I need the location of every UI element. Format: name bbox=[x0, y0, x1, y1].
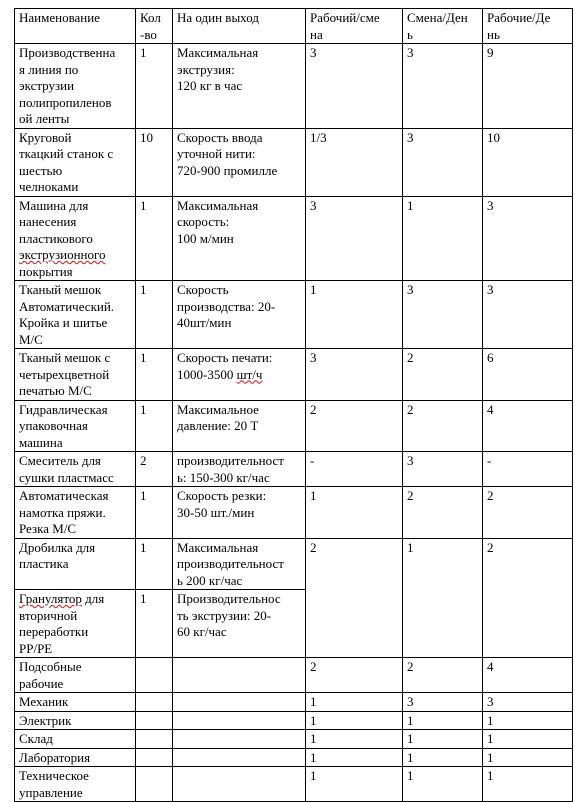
cell-per-output: Максимальная производительност ь 200 кг/час bbox=[173, 538, 306, 590]
cell-qty bbox=[136, 748, 173, 767]
cell-workers-per-shift: 2 bbox=[306, 400, 403, 452]
cell-per-output bbox=[173, 711, 306, 730]
table-row bbox=[15, 730, 573, 749]
header-cell-per-output: На один выход bbox=[173, 9, 306, 44]
table-row bbox=[15, 487, 573, 539]
cell-workers-per-day: - bbox=[483, 452, 573, 487]
cell-name: Дробилка для пластика bbox=[15, 538, 136, 590]
cell-per-output: Максимальная скорость: 100 м/мин bbox=[173, 196, 306, 281]
cell-shifts-per-day: 2 bbox=[403, 658, 483, 693]
cell-qty: 1 bbox=[136, 487, 173, 539]
header-cell-workers-per-day: Рабочие/Де нь bbox=[483, 9, 573, 44]
cell-workers-per-shift: 3 bbox=[306, 44, 403, 129]
header-cell-shifts-per-day: Смена/Ден ь bbox=[403, 9, 483, 44]
cell-qty: 2 bbox=[136, 452, 173, 487]
cell-workers-per-shift: 3 bbox=[306, 349, 403, 401]
cell-per-output: Максимальная экструзия: 120 кг в час bbox=[173, 44, 306, 129]
cell-qty: 1 bbox=[136, 349, 173, 401]
cell-workers-per-day: 3 bbox=[483, 281, 573, 349]
cell-workers-per-shift: 1 bbox=[306, 730, 403, 749]
header-cell-name: Наименование bbox=[15, 9, 136, 44]
cell-workers-per-day: 1 bbox=[483, 767, 573, 802]
cell-shifts-per-day: 2 bbox=[403, 400, 483, 452]
cell-name: Техническое управление bbox=[15, 767, 136, 802]
cell-name: Гидравлическая упаковочная машина bbox=[15, 400, 136, 452]
table-row bbox=[15, 711, 573, 730]
cell-name: Электрик bbox=[15, 711, 136, 730]
cell-workers-per-day: 4 bbox=[483, 400, 573, 452]
cell-per-output: Скорость резки: 30-50 шт./мин bbox=[173, 487, 306, 539]
equipment-staffing-table bbox=[14, 8, 573, 802]
cell-workers-per-day: 2 bbox=[483, 538, 573, 658]
cell-workers-per-shift: 1/3 bbox=[306, 128, 403, 196]
cell-name: Круговой ткацкий станок с шестью челноками bbox=[15, 128, 136, 196]
cell-qty: 1 bbox=[136, 538, 173, 590]
cell-qty bbox=[136, 711, 173, 730]
cell-name: Автоматическая намотка пряжи. Резка М/С bbox=[15, 487, 136, 539]
cell-qty: 1 bbox=[136, 590, 173, 658]
cell-workers-per-day: 9 bbox=[483, 44, 573, 129]
table-row bbox=[15, 281, 573, 349]
cell-qty: 1 bbox=[136, 281, 173, 349]
cell-per-output bbox=[173, 748, 306, 767]
cell-per-output: Производительнос ть экструзии: 20- 60 кг/час bbox=[173, 590, 306, 658]
cell-workers-per-shift: 2 bbox=[306, 658, 403, 693]
cell-per-output bbox=[173, 693, 306, 712]
table-row bbox=[15, 400, 573, 452]
table-header-row bbox=[15, 9, 573, 44]
cell-shifts-per-day: 3 bbox=[403, 128, 483, 196]
cell-shifts-per-day: 1 bbox=[403, 748, 483, 767]
cell-name: Механик bbox=[15, 693, 136, 712]
cell-per-output: Скорость производства: 20- 40шт/мин bbox=[173, 281, 306, 349]
cell-shifts-per-day: 3 bbox=[403, 452, 483, 487]
cell-per-output bbox=[173, 658, 306, 693]
table-row bbox=[15, 44, 573, 129]
table-row bbox=[15, 767, 573, 802]
cell-qty: 1 bbox=[136, 400, 173, 452]
header-cell-qty: Кол -во bbox=[136, 9, 173, 44]
cell-qty: 1 bbox=[136, 196, 173, 281]
cell-workers-per-day: 4 bbox=[483, 658, 573, 693]
cell-workers-per-shift: 1 bbox=[306, 487, 403, 539]
table-row bbox=[15, 349, 573, 401]
cell-qty: 1 bbox=[136, 44, 173, 129]
cell-workers-per-day: 1 bbox=[483, 748, 573, 767]
header-cell-workers-per-shift: Рабочий/сме на bbox=[306, 9, 403, 44]
cell-shifts-per-day: 3 bbox=[403, 281, 483, 349]
table-row bbox=[15, 658, 573, 693]
table-row bbox=[15, 452, 573, 487]
cell-shifts-per-day: 1 bbox=[403, 730, 483, 749]
table-row bbox=[15, 693, 573, 712]
cell-name: Машина для нанесения пластикового экструзионного покрытия bbox=[15, 196, 136, 281]
cell-name: Подсобные рабочие bbox=[15, 658, 136, 693]
cell-shifts-per-day: 1 bbox=[403, 196, 483, 281]
cell-workers-per-shift: 1 bbox=[306, 693, 403, 712]
cell-workers-per-shift: 3 bbox=[306, 196, 403, 281]
cell-workers-per-shift: 1 bbox=[306, 767, 403, 802]
cell-name: Производственна я линия по экструзии полипропиленов ой ленты bbox=[15, 44, 136, 129]
cell-name: Гранулятор для вторичной переработки PP/PE bbox=[15, 590, 136, 658]
cell-workers-per-day: 10 bbox=[483, 128, 573, 196]
cell-workers-per-day: 1 bbox=[483, 730, 573, 749]
table-row bbox=[15, 128, 573, 196]
cell-name: Склад bbox=[15, 730, 136, 749]
cell-per-output: производительност ь: 150-300 кг/час bbox=[173, 452, 306, 487]
cell-qty bbox=[136, 767, 173, 802]
cell-workers-per-shift: 2 bbox=[306, 538, 403, 658]
cell-name: Смеситель для сушки пластмасс bbox=[15, 452, 136, 487]
cell-shifts-per-day: 3 bbox=[403, 693, 483, 712]
cell-name: Тканый мешок Автоматический. Кройка и шитье М/С bbox=[15, 281, 136, 349]
cell-workers-per-shift: 1 bbox=[306, 748, 403, 767]
cell-name: Лаборатория bbox=[15, 748, 136, 767]
cell-shifts-per-day: 1 bbox=[403, 767, 483, 802]
cell-workers-per-day: 6 bbox=[483, 349, 573, 401]
cell-qty bbox=[136, 658, 173, 693]
cell-per-output bbox=[173, 730, 306, 749]
table-row bbox=[15, 748, 573, 767]
cell-qty: 10 bbox=[136, 128, 173, 196]
cell-per-output: Скорость ввода уточной нити: 720-900 промилле bbox=[173, 128, 306, 196]
cell-workers-per-shift: 1 bbox=[306, 281, 403, 349]
cell-shifts-per-day: 1 bbox=[403, 711, 483, 730]
cell-shifts-per-day: 2 bbox=[403, 349, 483, 401]
cell-workers-per-shift: 1 bbox=[306, 711, 403, 730]
cell-qty bbox=[136, 693, 173, 712]
cell-workers-per-day: 3 bbox=[483, 693, 573, 712]
cell-per-output bbox=[173, 767, 306, 802]
cell-qty bbox=[136, 730, 173, 749]
cell-shifts-per-day: 3 bbox=[403, 44, 483, 129]
cell-per-output: Максимальное давление: 20 Т bbox=[173, 400, 306, 452]
cell-per-output: Скорость печати: 1000-3500 шт/ч bbox=[173, 349, 306, 401]
table-row bbox=[15, 196, 573, 281]
table-row bbox=[15, 538, 573, 590]
cell-shifts-per-day: 2 bbox=[403, 487, 483, 539]
cell-name: Тканый мешок с четырехцветной печатью М/С bbox=[15, 349, 136, 401]
cell-shifts-per-day: 1 bbox=[403, 538, 483, 658]
cell-workers-per-day: 1 bbox=[483, 711, 573, 730]
cell-workers-per-shift: - bbox=[306, 452, 403, 487]
cell-workers-per-day: 2 bbox=[483, 487, 573, 539]
cell-workers-per-day: 3 bbox=[483, 196, 573, 281]
